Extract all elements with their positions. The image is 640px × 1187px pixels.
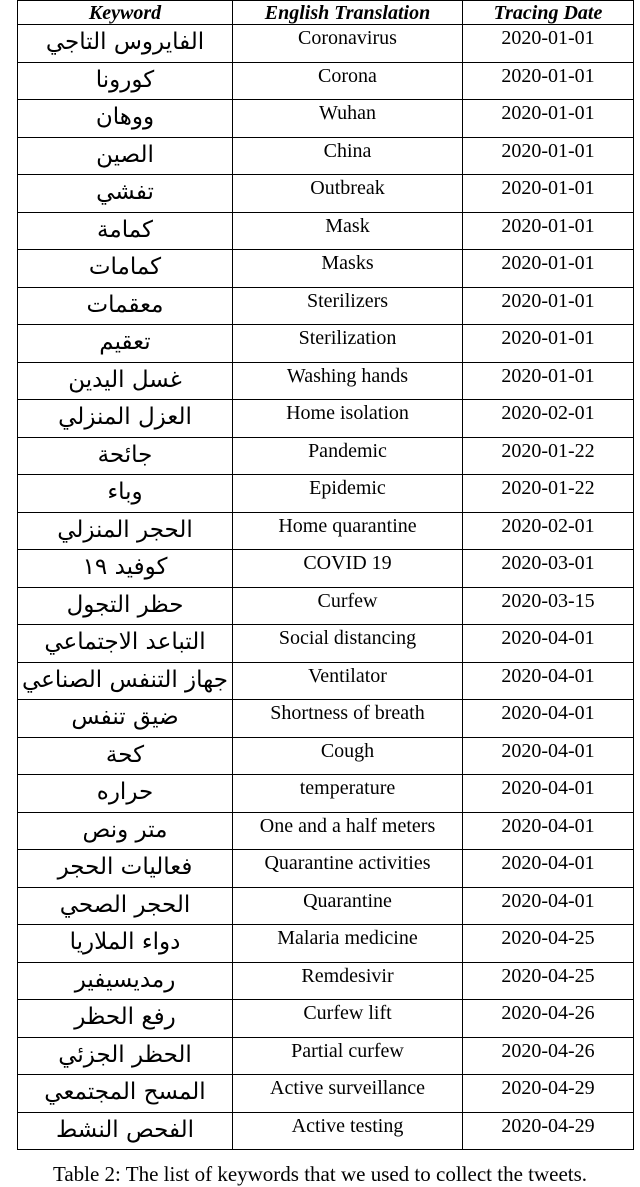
keyword-cell: تفشي — [18, 175, 233, 213]
tracing-date-cell: 2020-03-01 — [463, 550, 634, 588]
keyword-cell: رفع الحظر — [18, 1000, 233, 1038]
table-row — [18, 925, 634, 963]
table-row — [18, 100, 634, 138]
header-english-translation: English Translation — [233, 1, 463, 25]
tracing-date-cell: 2020-04-01 — [463, 625, 634, 663]
translation-cell: Cough — [233, 737, 463, 775]
table-row — [18, 400, 634, 438]
keyword-cell: تعقيم — [18, 325, 233, 363]
table-row — [18, 775, 634, 813]
table-row — [18, 250, 634, 288]
tracing-date-cell: 2020-04-29 — [463, 1075, 634, 1113]
keyword-cell: العزل المنزلي — [18, 400, 233, 438]
tracing-date-cell: 2020-01-01 — [463, 100, 634, 138]
translation-cell: Coronavirus — [233, 25, 463, 63]
keyword-cell: وباء — [18, 475, 233, 513]
table-row — [18, 437, 634, 475]
table-row — [18, 587, 634, 625]
tracing-date-cell: 2020-02-01 — [463, 512, 634, 550]
tracing-date-cell: 2020-04-01 — [463, 850, 634, 888]
table-row — [18, 25, 634, 63]
translation-cell: COVID 19 — [233, 550, 463, 588]
table-row — [18, 887, 634, 925]
keyword-cell: الحظر الجزئي — [18, 1037, 233, 1075]
keyword-cell: ووهان — [18, 100, 233, 138]
tracing-date-cell: 2020-01-01 — [463, 325, 634, 363]
translation-cell: Ventilator — [233, 662, 463, 700]
table-row — [18, 962, 634, 1000]
translation-cell: Home isolation — [233, 400, 463, 438]
translation-cell: Remdesivir — [233, 962, 463, 1000]
keyword-cell: الحجر المنزلي — [18, 512, 233, 550]
translation-cell: Curfew — [233, 587, 463, 625]
table-row — [18, 1000, 634, 1038]
keyword-cell: جائحة — [18, 437, 233, 475]
keyword-cell: التباعد الاجتماعي — [18, 625, 233, 663]
keywords-table — [17, 0, 634, 1150]
translation-cell: Pandemic — [233, 437, 463, 475]
tracing-date-cell: 2020-03-15 — [463, 587, 634, 625]
table-row — [18, 850, 634, 888]
header-row — [18, 1, 634, 25]
table-row — [18, 700, 634, 738]
keyword-cell: فعاليات الحجر — [18, 850, 233, 888]
translation-cell: Shortness of breath — [233, 700, 463, 738]
translation-cell: temperature — [233, 775, 463, 813]
tracing-date-cell: 2020-04-01 — [463, 887, 634, 925]
tracing-date-cell: 2020-02-01 — [463, 400, 634, 438]
keyword-cell: الصين — [18, 137, 233, 175]
table-row — [18, 512, 634, 550]
keyword-cell: رمديسيفير — [18, 962, 233, 1000]
translation-cell: Masks — [233, 250, 463, 288]
table-row — [18, 325, 634, 363]
keyword-cell: غسل اليدين — [18, 362, 233, 400]
table-row — [18, 662, 634, 700]
header-keyword: Keyword — [18, 1, 233, 25]
keyword-cell: حراره — [18, 775, 233, 813]
keyword-cell: الفحص النشط — [18, 1112, 233, 1150]
translation-cell: Active surveillance — [233, 1075, 463, 1113]
translation-cell: Outbreak — [233, 175, 463, 213]
table-row — [18, 1112, 634, 1150]
keyword-cell: الحجر الصحي — [18, 887, 233, 925]
translation-cell: Sterilizers — [233, 287, 463, 325]
tracing-date-cell: 2020-01-01 — [463, 62, 634, 100]
keyword-cell: ضيق تنفس — [18, 700, 233, 738]
table-row — [18, 1037, 634, 1075]
table-row — [18, 475, 634, 513]
tracing-date-cell: 2020-04-25 — [463, 962, 634, 1000]
tracing-date-cell: 2020-04-01 — [463, 775, 634, 813]
tracing-date-cell: 2020-04-01 — [463, 662, 634, 700]
tracing-date-cell: 2020-01-01 — [463, 212, 634, 250]
table-body — [18, 25, 634, 1150]
tracing-date-cell: 2020-01-01 — [463, 137, 634, 175]
translation-cell: Corona — [233, 62, 463, 100]
keyword-cell: حظر التجول — [18, 587, 233, 625]
translation-cell: Partial curfew — [233, 1037, 463, 1075]
translation-cell: One and a half meters — [233, 812, 463, 850]
keyword-cell: كمامة — [18, 212, 233, 250]
tracing-date-cell: 2020-01-01 — [463, 175, 634, 213]
table-header — [18, 1, 634, 25]
table-row — [18, 212, 634, 250]
translation-cell: Home quarantine — [233, 512, 463, 550]
translation-cell: Mask — [233, 212, 463, 250]
translation-cell: Wuhan — [233, 100, 463, 138]
tracing-date-cell: 2020-01-22 — [463, 437, 634, 475]
translation-cell: Active testing — [233, 1112, 463, 1150]
header-tracing-date: Tracing Date — [463, 1, 634, 25]
table-caption: Table 2: The list of keywords that we used to collect the tweets. — [52, 1162, 588, 1186]
keyword-cell: كوفيد ١٩ — [18, 550, 233, 588]
table-row — [18, 550, 634, 588]
keyword-cell: جهاز التنفس الصناعي — [18, 662, 233, 700]
tracing-date-cell: 2020-01-01 — [463, 250, 634, 288]
table-row — [18, 62, 634, 100]
keyword-cell: متر ونص — [18, 812, 233, 850]
translation-cell: Quarantine — [233, 887, 463, 925]
tracing-date-cell: 2020-04-29 — [463, 1112, 634, 1150]
tracing-date-cell: 2020-01-22 — [463, 475, 634, 513]
tracing-date-cell: 2020-01-01 — [463, 287, 634, 325]
tracing-date-cell: 2020-04-01 — [463, 700, 634, 738]
table-row — [18, 362, 634, 400]
translation-cell: China — [233, 137, 463, 175]
translation-cell: Curfew lift — [233, 1000, 463, 1038]
table-row — [18, 812, 634, 850]
tracing-date-cell: 2020-01-01 — [463, 362, 634, 400]
tracing-date-cell: 2020-01-01 — [463, 25, 634, 63]
translation-cell: Quarantine activities — [233, 850, 463, 888]
table-row — [18, 137, 634, 175]
translation-cell: Epidemic — [233, 475, 463, 513]
keyword-cell: كورونا — [18, 62, 233, 100]
table-row — [18, 1075, 634, 1113]
table-row — [18, 625, 634, 663]
tracing-date-cell: 2020-04-26 — [463, 1000, 634, 1038]
table-row — [18, 175, 634, 213]
tracing-date-cell: 2020-04-26 — [463, 1037, 634, 1075]
keyword-cell: دواء الملاريا — [18, 925, 233, 963]
translation-cell: Social distancing — [233, 625, 463, 663]
translation-cell: Washing hands — [233, 362, 463, 400]
tracing-date-cell: 2020-04-01 — [463, 812, 634, 850]
keyword-cell: كحة — [18, 737, 233, 775]
tracing-date-cell: 2020-04-01 — [463, 737, 634, 775]
keyword-cell: المسح المجتمعي — [18, 1075, 233, 1113]
keyword-cell: الفايروس التاجي — [18, 25, 233, 63]
keyword-cell: معقمات — [18, 287, 233, 325]
translation-cell: Malaria medicine — [233, 925, 463, 963]
table-row — [18, 287, 634, 325]
tracing-date-cell: 2020-04-25 — [463, 925, 634, 963]
keyword-cell: كمامات — [18, 250, 233, 288]
translation-cell: Sterilization — [233, 325, 463, 363]
table-row — [18, 737, 634, 775]
